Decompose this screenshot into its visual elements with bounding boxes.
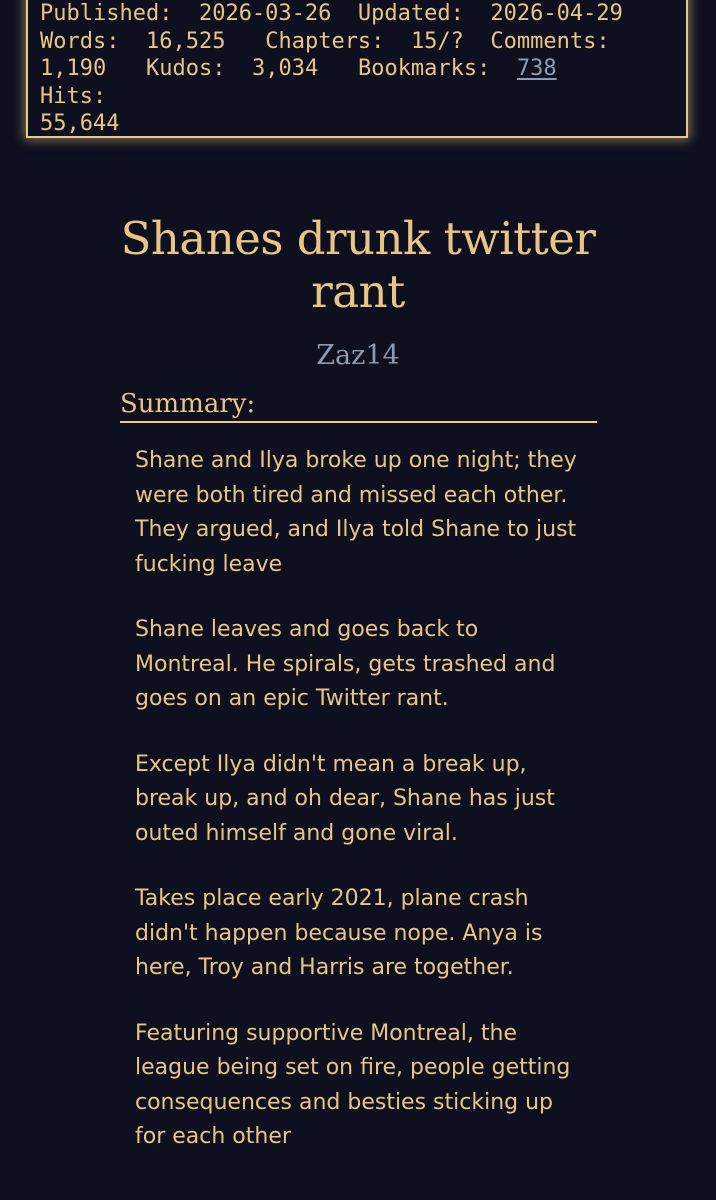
comments-value: 1,190 xyxy=(40,56,107,81)
words-label: Words: xyxy=(40,28,120,54)
summary-paragraph: Featuring supportive Montreal, the league being set on fire, people getting consequences and besties sticking up for each other xyxy=(135,1020,571,1149)
summary-paragraph: Shane leaves and goes back to Montreal. He spirals, gets trashed and goes on an epic Twitter rant. xyxy=(135,617,556,711)
published-value: 2026-03-26 xyxy=(198,1,332,26)
summary-heading: Summary: xyxy=(120,388,597,423)
comments-label: Comments: xyxy=(490,28,610,54)
hits-value: 55,644 xyxy=(40,111,120,136)
summary-block xyxy=(135,444,580,1186)
summary-paragraph: Except Ilya didn't mean a break up, break up, and oh dear, Shane has just outed himself and gone viral. xyxy=(135,751,555,846)
summary-paragraph: Takes place early 2021, plane crash didn't happen because nope. Anya is here, Troy and Harris are together. xyxy=(135,886,543,980)
kudos-label: Kudos: xyxy=(145,56,226,81)
work-stats xyxy=(40,0,640,138)
author-link[interactable]: Zaz14 xyxy=(316,340,400,371)
work-title: Shanes drunk twitter rant xyxy=(120,212,596,318)
bookmarks-label: Bookmarks: xyxy=(357,56,491,81)
summary-paragraph: Shane and Ilya broke up one night; they were both tired and missed each other. They argued, and Ilya told Shane to just fucking leave xyxy=(135,448,577,577)
hits-label: Hits: xyxy=(40,83,107,109)
bookmarks-link[interactable]: 738 xyxy=(516,56,557,81)
updated-value: 2026-04-29 xyxy=(490,1,623,26)
words-value: 16,525 xyxy=(145,28,226,54)
chapters-label: Chapters: xyxy=(265,28,385,54)
published-label: Published: xyxy=(40,1,173,26)
chapters-value: 15/? xyxy=(410,28,464,54)
kudos-value: 3,034 xyxy=(251,56,319,81)
updated-label: Updated: xyxy=(357,1,464,26)
